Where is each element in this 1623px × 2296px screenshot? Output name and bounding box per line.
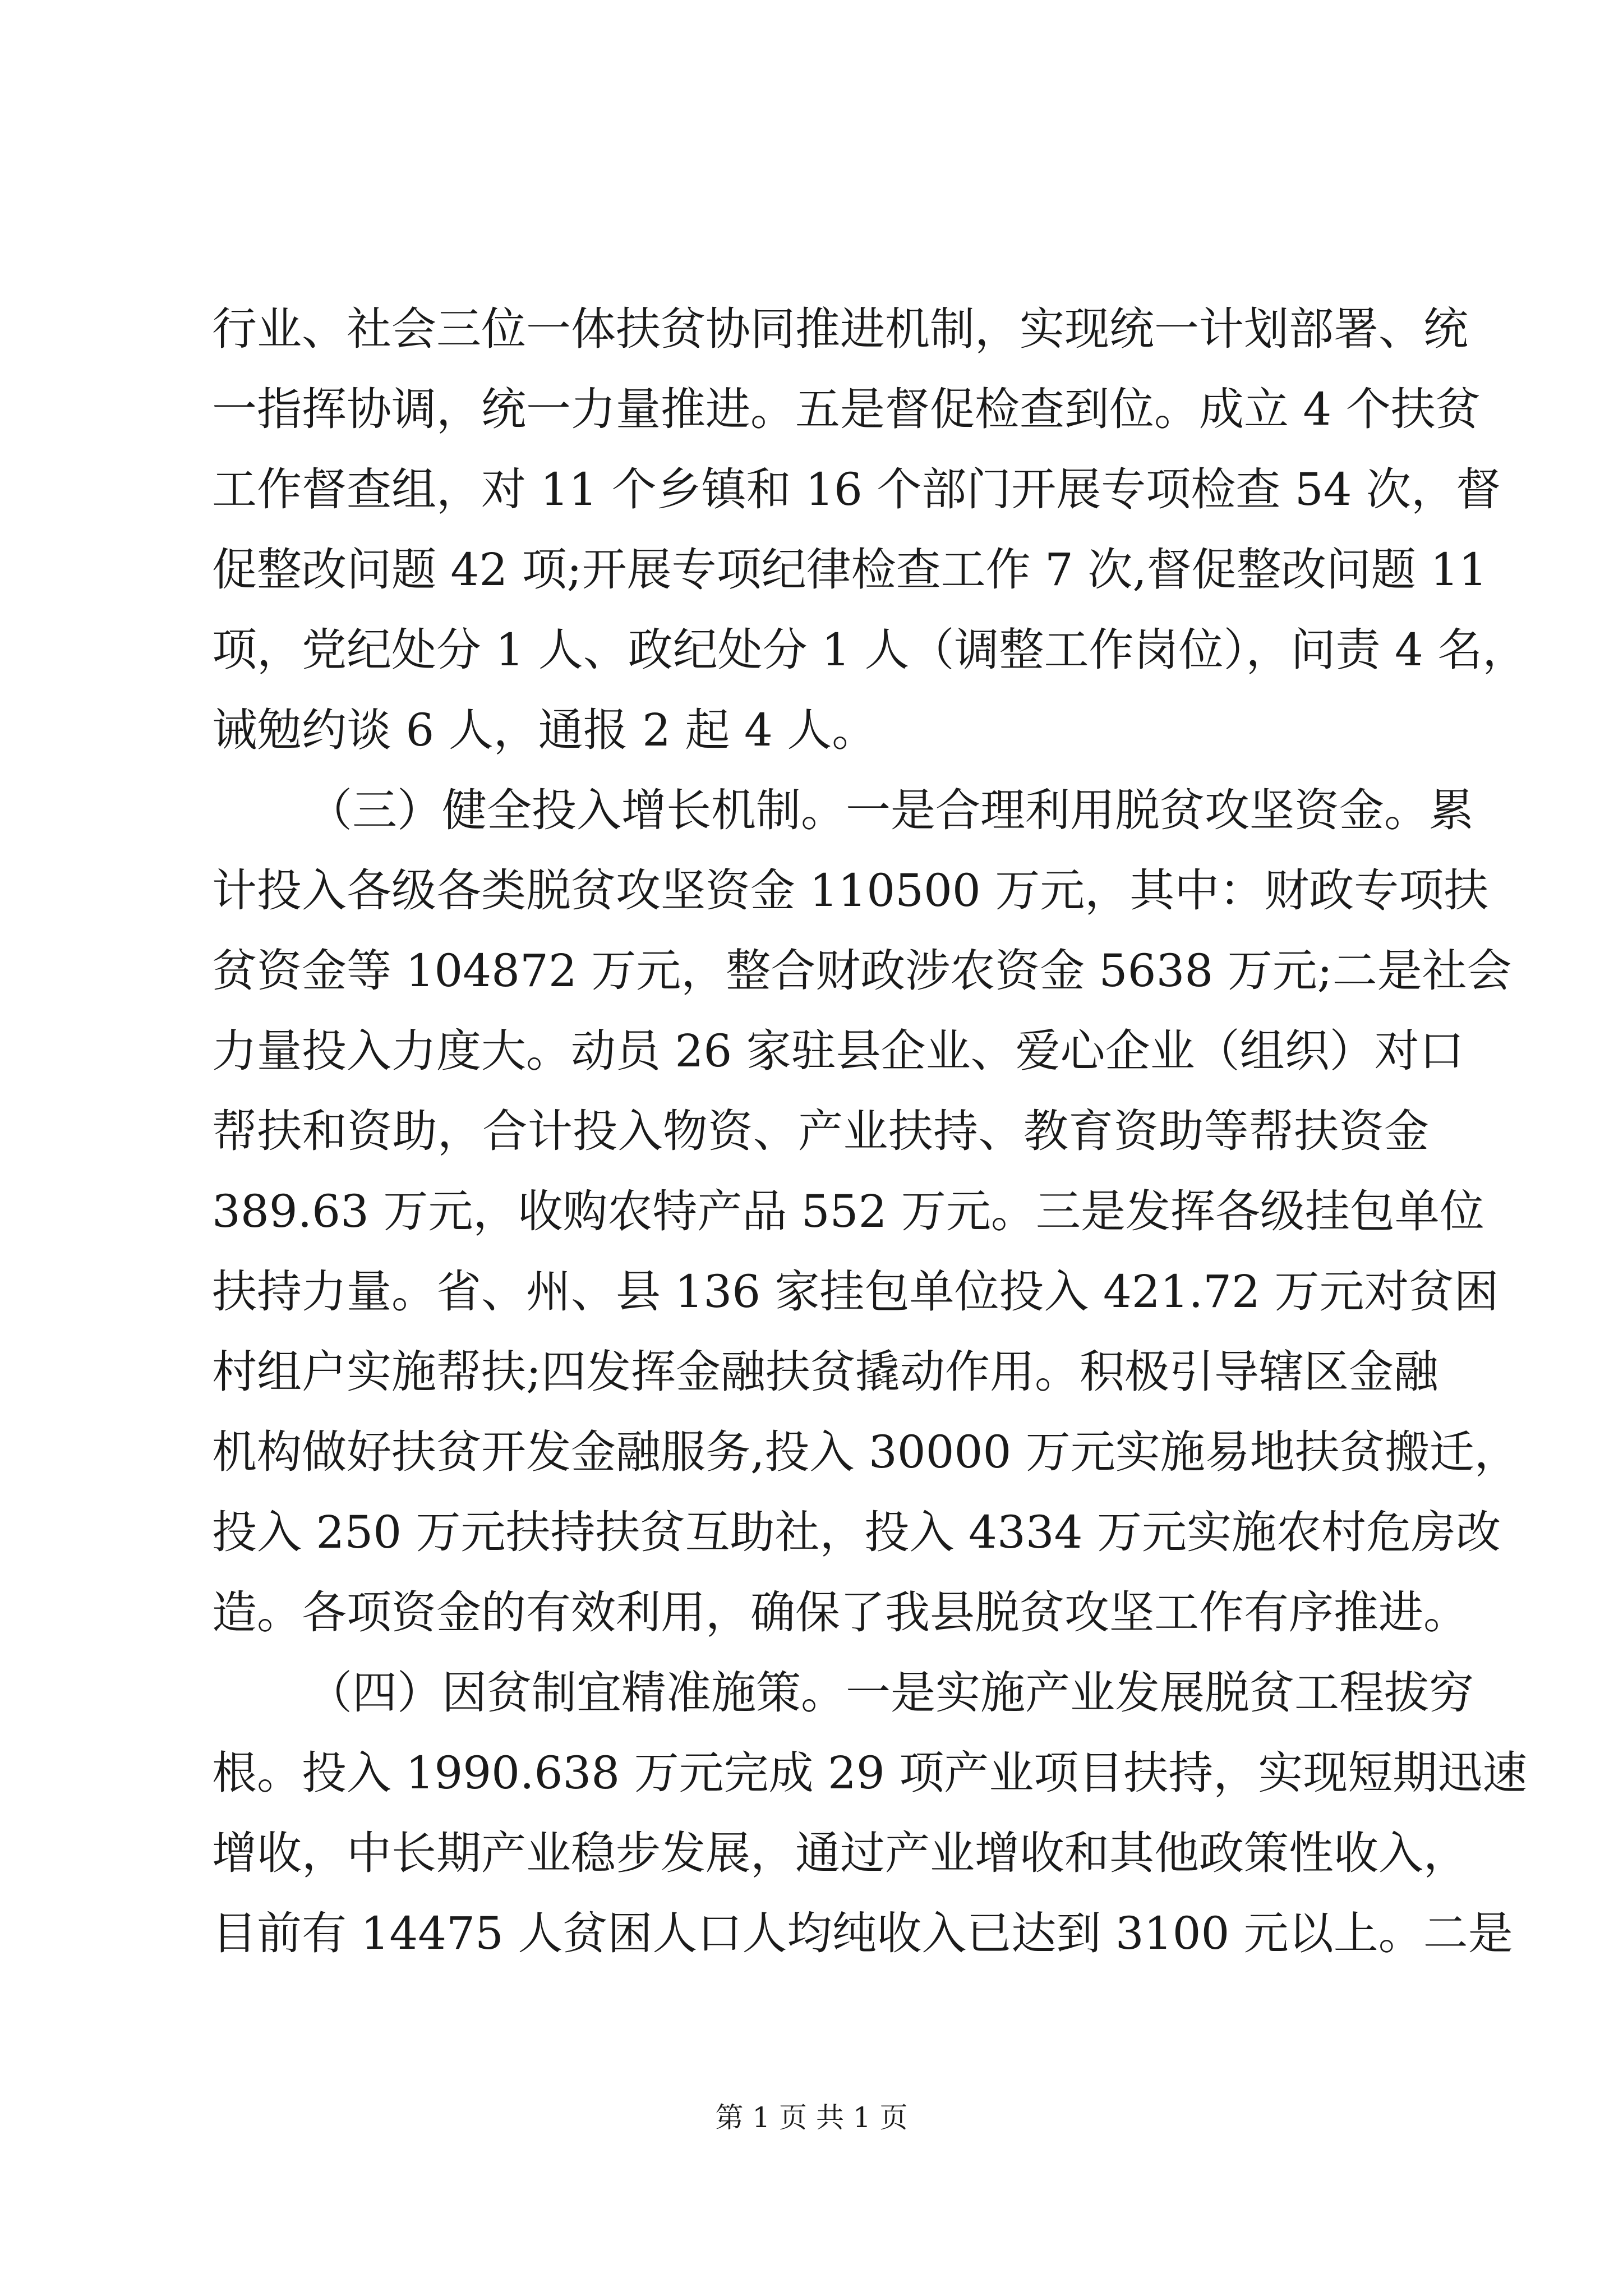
text-line: 一指挥协调，统一力量推进。五是督促检查到位。成立 4 个扶贫: [212, 383, 1481, 435]
text-line: 帮扶和资助，合计投入物资、产业扶持、教育资助等帮扶资金: [212, 1105, 1429, 1157]
text-line: 389.63 万元，收购农特产品 552 万元。三是发挥各级挂包单位: [212, 1185, 1484, 1237]
paragraph-start-line: （四）因贫制宜精准施策。一是实施产业发展脱贫工程拔穷: [307, 1667, 1474, 1719]
text-line: 村组户实施帮扶;四发挥金融扶贫撬动作用。积极引导辖区金融: [212, 1346, 1438, 1398]
text-line: 计投入各级各类脱贫攻坚资金 110500 万元，其中：财政专项扶: [212, 864, 1489, 917]
text-line: 目前有 14475 人贫困人口人均纯收入已达到 3100 元以上。二是: [212, 1907, 1513, 1959]
text-line: 扶持力量。省、州、县 136 家挂包单位投入 421.72 万元对贫困: [212, 1266, 1499, 1318]
paragraph-start-line: （三）健全投入增长机制。一是合理利用脱贫攻坚资金。累: [307, 784, 1474, 836]
text-line: 促整改问题 42 项;开展专项纪律检查工作 7 次,督促整改问题 11: [212, 544, 1488, 596]
text-line: 机构做好扶贫开发金融服务,投入 30000 万元实施易地扶贫搬迁，: [212, 1426, 1519, 1478]
text-line: 贫资金等 104872 万元，整合财政涉农资金 5638 万元;二是社会: [212, 945, 1512, 997]
text-line: 力量投入力度大。动员 26 家驻县企业、爱心企业（组织）对口: [212, 1025, 1464, 1077]
text-line: 工作督查组，对 11 个乡镇和 16 个部门开展专项检查 54 次，督: [212, 463, 1501, 516]
text-line: 项，党纪处分 1 人、政纪处分 1 人（调整工作岗位），问责 4 名，: [212, 624, 1528, 676]
text-line: 诫勉约谈 6 人，通报 2 起 4 人。: [212, 704, 877, 756]
text-line: 增收，中长期产业稳步发展，通过产业增收和其他政策性收入，: [212, 1827, 1468, 1879]
text-line: 根。投入 1990.638 万元完成 29 项产业项目扶持，实现短期迅速: [212, 1747, 1528, 1799]
text-line: 行业、社会三位一体扶贫协同推进机制，实现统一计划部署、统: [212, 303, 1468, 355]
page-number-footer: 第 1 页 共 1 页: [715, 2101, 908, 2134]
text-line: 投入 250 万元扶持扶贫互助社，投入 4334 万元实施农村危房改: [212, 1506, 1501, 1558]
document-body: [212, 289, 1528, 1973]
text-line: 造。各项资金的有效利用，确保了我县脱贫攻坚工作有序推进。: [212, 1586, 1468, 1639]
